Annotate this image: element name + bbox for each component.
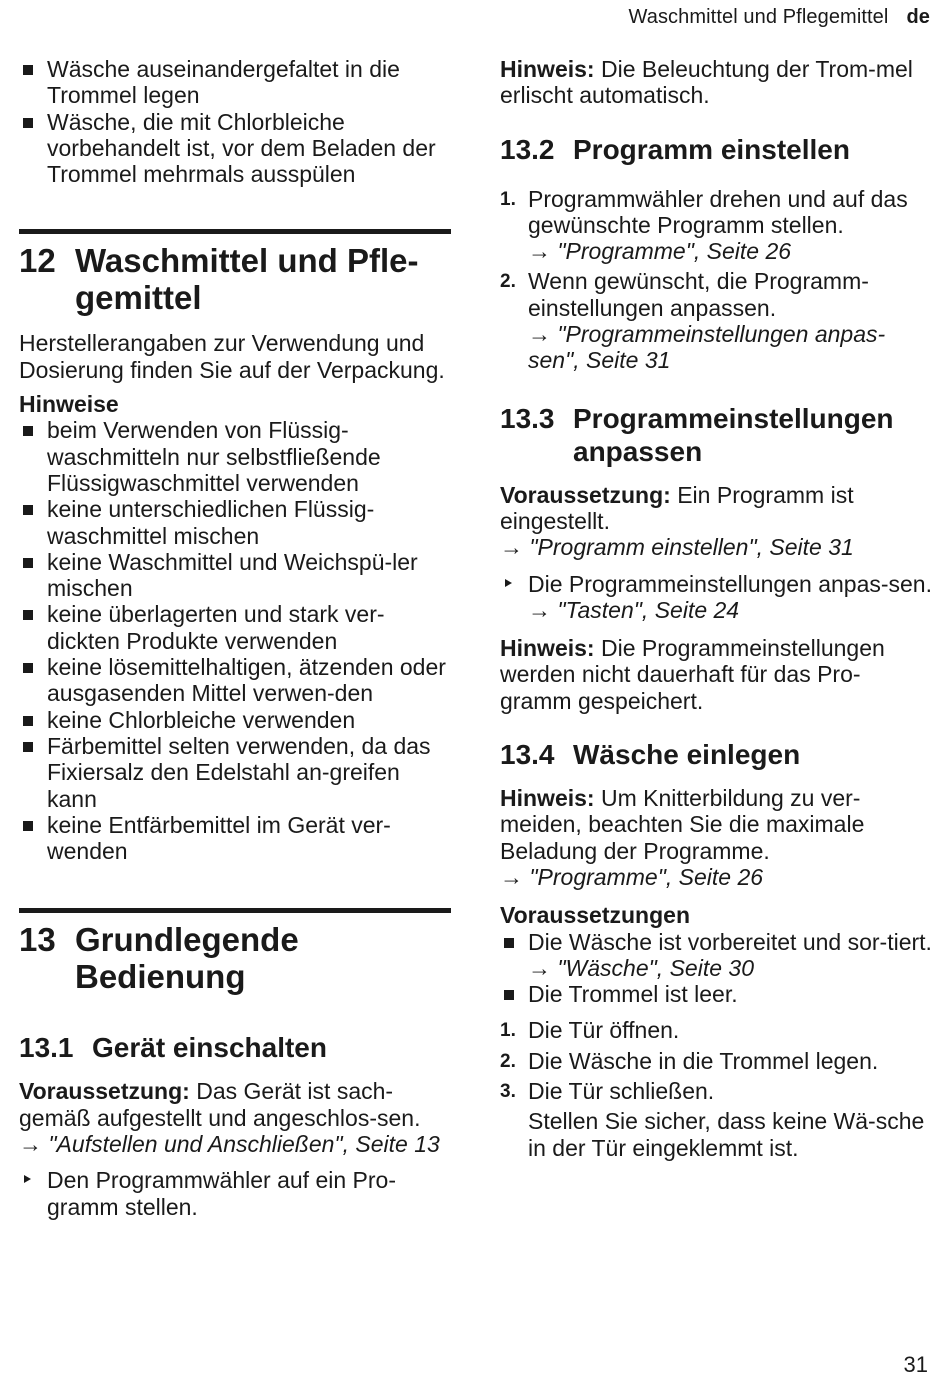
- top-note: [500, 56, 932, 109]
- list-item: [500, 1048, 932, 1074]
- note-text: Die Beleuchtung der Trom-mel erlischt automatisch.: [500, 56, 913, 109]
- prerequisite-text: Ein Programm ist eingestellt.: [500, 481, 854, 534]
- section-number: 13: [19, 921, 56, 959]
- arrow-right-icon: →: [19, 1131, 42, 1158]
- section-title: Wäsche einlegen: [573, 739, 801, 771]
- step-text: Die Tür öffnen.: [528, 1017, 680, 1044]
- step-number: 2.: [500, 271, 516, 293]
- steps-list: [500, 1017, 932, 1104]
- list-item: keine Chlorbleiche verwenden: [19, 707, 451, 733]
- note-label: Hinweis:: [500, 785, 595, 812]
- step-text: Die Programmeinstellungen anpas-sen.: [528, 570, 932, 597]
- section-number: 13.2: [500, 133, 555, 165]
- section-number: 12: [19, 242, 56, 280]
- note-text: Um Knitterbildung zu ver-meiden, beachten Sie die maximale Beladung der Programme.: [500, 785, 865, 864]
- section-number: 13.1: [19, 1032, 74, 1064]
- section-title: Gerät einschalten: [92, 1032, 327, 1064]
- section-title: Programm einstellen: [573, 133, 850, 165]
- prerequisite: [19, 1078, 451, 1131]
- prerequisite-text: Die Wäsche ist vorbereitet und sor-tiert.: [528, 928, 932, 955]
- notes-label: Hinweise: [19, 391, 119, 418]
- prerequisite-label: Voraussetzung:: [500, 481, 671, 508]
- note: [500, 785, 932, 864]
- note-text: Die Programmeinstellungen werden nicht dauerhaft für das Pro-gramm gespeichert.: [500, 635, 885, 714]
- section-13-heading: [19, 921, 451, 995]
- section-divider: [19, 229, 451, 234]
- step-number: 2.: [500, 1050, 516, 1072]
- section-13-1-heading: [19, 1031, 451, 1064]
- step-number: 1.: [500, 188, 516, 210]
- final-instruction: Stellen Sie sicher, dass keine Wä-sche in der Tür eingeklemmt ist.: [528, 1108, 925, 1161]
- cross-reference[interactable]: → "Tasten", Seite 24: [528, 596, 740, 623]
- list-item: Die Trommel ist leer.: [500, 981, 932, 1007]
- language-code: de: [906, 6, 930, 28]
- list-item: Färbemittel selten verwenden, da das Fixiersalz den Edelstahl an-greifen kann: [19, 733, 451, 812]
- step-number: 1.: [500, 1020, 516, 1042]
- page-number: 31: [903, 1352, 928, 1377]
- section-number: 13.4: [500, 739, 555, 771]
- reference-link[interactable]: "Aufstellen und Anschließen", Seite 13: [48, 1131, 440, 1158]
- reference-link[interactable]: "Programmeinstellungen anpas-sen", Seite 31: [528, 321, 886, 374]
- cross-reference[interactable]: → "Programme", Seite 26: [500, 863, 764, 890]
- section-12-heading: [19, 242, 451, 316]
- list-item: keine lösemittelhaltigen, ätzenden oder ausgasenden Mittel verwen-den: [19, 654, 451, 707]
- cross-reference[interactable]: → "Programme", Seite 26: [528, 238, 792, 265]
- note: [500, 635, 932, 714]
- reference-link[interactable]: "Programm einstellen", Seite 31: [529, 534, 854, 561]
- running-header: [629, 6, 931, 29]
- reference-link[interactable]: "Programme", Seite 26: [529, 863, 764, 890]
- section-13-2-heading: [500, 133, 932, 166]
- prerequisite-label: Voraussetzung:: [19, 1078, 190, 1105]
- section-title: Programmeinstellungen anpassen: [573, 402, 894, 467]
- note-label: Hinweis:: [500, 56, 595, 82]
- step-text: Wenn gewünscht, die Programm-einstellungen anpassen.: [528, 268, 869, 321]
- intro-bullet-list: [19, 56, 451, 187]
- prerequisites-list: [500, 929, 932, 1008]
- list-item: [500, 268, 932, 373]
- list-item: keine unterschiedlichen Flüssig-waschmittel mischen: [19, 496, 451, 549]
- list-item: [500, 1078, 932, 1104]
- list-item: beim Verwenden von Flüssig-waschmitteln nur selbstfließende Flüssigwaschmittel verwenden: [19, 417, 451, 496]
- reference-link[interactable]: "Wäsche", Seite 30: [557, 954, 754, 981]
- prerequisite: [500, 482, 932, 535]
- right-column: [500, 56, 932, 1161]
- section-number: 13.3: [500, 402, 555, 434]
- list-item: keine überlagerten und stark ver-dickten Produkte verwenden: [19, 601, 451, 654]
- list-item: [500, 929, 932, 982]
- step-text: Die Tür schließen.: [528, 1078, 715, 1105]
- section-12-intro: Herstellerangaben zur Verwendung und Dosierung finden Sie auf der Verpackung.: [19, 330, 445, 383]
- cross-reference[interactable]: → "Wäsche", Seite 30: [528, 954, 754, 981]
- note-label: Hinweis:: [500, 635, 595, 662]
- section-title: Grundlegende Bedienung: [75, 921, 299, 996]
- instruction-step: [500, 571, 932, 624]
- step-text: Die Wäsche in die Trommel legen.: [528, 1047, 879, 1074]
- step-number: 3.: [500, 1081, 516, 1103]
- notes-list: [19, 417, 451, 864]
- cross-reference[interactable]: → "Programmeinstellungen anpas-sen", Seite 31: [528, 321, 886, 374]
- instruction-step: Den Programmwähler auf ein Pro-gramm stellen.: [19, 1167, 451, 1220]
- reference-link[interactable]: "Tasten", Seite 24: [557, 596, 740, 623]
- steps-list: [500, 186, 932, 374]
- header-title: Waschmittel und Pflegemittel: [628, 6, 889, 28]
- list-item: Wäsche auseinandergefaltet in die Trommel legen: [19, 56, 451, 109]
- section-13-4-heading: [500, 738, 932, 771]
- prerequisites-label: Voraussetzungen: [500, 902, 690, 929]
- section-divider: [19, 908, 451, 913]
- left-column: [19, 56, 451, 1220]
- section-title: Waschmittel und Pfle-gemittel: [75, 242, 419, 317]
- reference-link[interactable]: "Programme", Seite 26: [557, 238, 792, 265]
- list-item: [500, 186, 932, 265]
- list-item: [500, 1017, 932, 1043]
- list-item: keine Waschmittel und Weichspü-ler mischen: [19, 549, 451, 602]
- step-text: Programmwähler drehen und auf das gewünschte Programm stellen.: [528, 185, 908, 238]
- prerequisite-text: Das Gerät ist sach-gemäß aufgestellt und angeschlos-sen.: [19, 1078, 421, 1131]
- section-13-3-heading: [500, 402, 932, 468]
- list-item: keine Entfärbemittel im Gerät ver-wenden: [19, 812, 451, 865]
- cross-reference[interactable]: [19, 1131, 451, 1157]
- cross-reference[interactable]: → "Programm einstellen", Seite 31: [500, 534, 854, 561]
- list-item: Wäsche, die mit Chlorbleiche vorbehandelt ist, vor dem Beladen der Trommel mehrmals ausspülen: [19, 109, 451, 188]
